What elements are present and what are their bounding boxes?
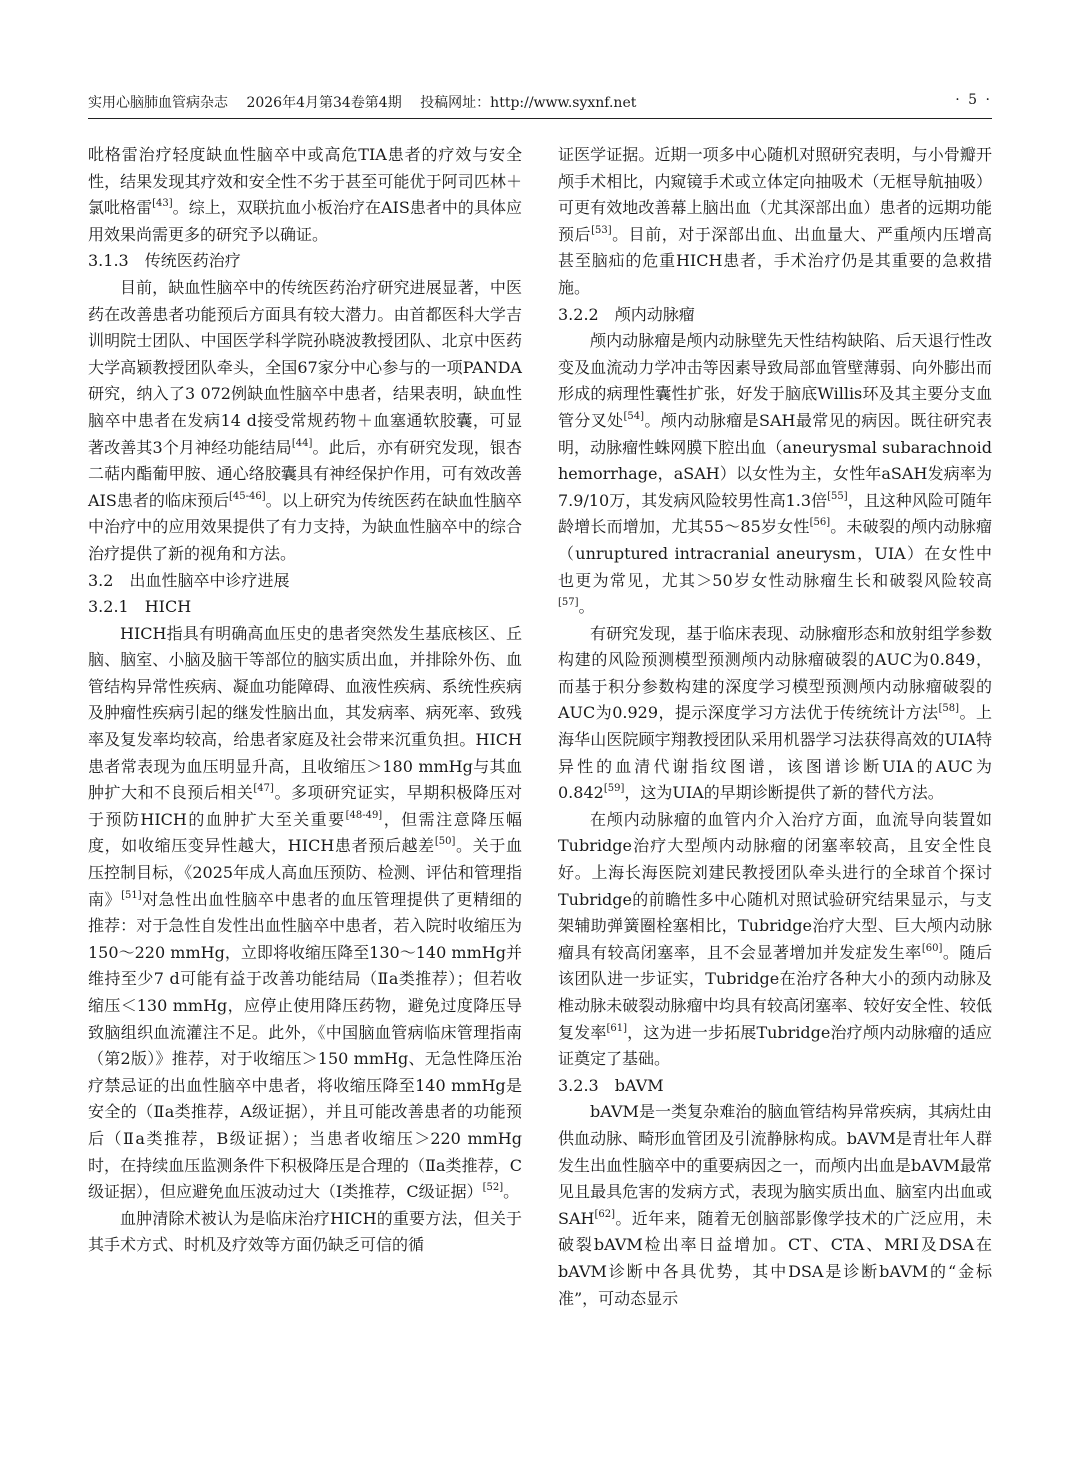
journal-name: 实用心脑肺血管病杂志 [88, 95, 228, 111]
paragraph [88, 621, 522, 1206]
page-number: · 5 · [955, 92, 992, 108]
paragraph [558, 621, 992, 807]
text-run: 。以上研究为传统医药在缺血性脑卒中治疗中的应用效果提供了有力支持，为缺血性脑卒中的综合治疗提供了新的视角和方法。 [88, 490, 522, 563]
text-run: 吡格雷治疗轻度缺血性脑卒中或高危TIA患者的疗效与安全性，结果发现其疗效和安全性不劣于甚至可能优于阿司匹林＋氯吡格雷 [88, 145, 522, 218]
text-run: 颅内动脉瘤是颅内动脉壁先天性结构缺陷、后天退行性改变及血流动力学冲击等因素导致局部血管壁薄弱、向外膨出而形成的病理性囊性扩张，好发于脑底Willis环及其主要分支血管分叉处 [558, 331, 992, 430]
text-run: 。 [503, 1182, 520, 1202]
text-run: 。多项研究证实，早期积极降压对于预防HICH的血肿扩大至关重要 [88, 783, 522, 829]
citation-ref: [54] [623, 410, 645, 422]
paragraph [558, 328, 992, 621]
citation-ref: [44] [291, 437, 313, 449]
citation-ref: [56] [809, 517, 831, 529]
paragraph [558, 1099, 992, 1312]
text-run: 在颅内动脉瘤的血管内介入治疗方面，血流导向装置如Tubridge治疗大型颅内动脉瘤的闭塞率较高，且安全性良好。上海长海医院刘建民教授团队牵头进行的全球首个探讨Tubridge的前瞻性多中心随机对照试验研究结果显示，与支架辅助弹簧圈栓塞相比，Tubridge治疗大型、巨大颅内动脉瘤具有较高闭塞率，且不会显著增加并发症发生率 [558, 809, 992, 962]
section-heading [88, 594, 522, 621]
paragraph [88, 1206, 522, 1259]
left-column [88, 142, 522, 1259]
text-run: 。关于血压控制目标，《2025年成人高血压预防、检测、评估和管理指南》 [88, 836, 522, 909]
text-run: 3.2.2 颅内动脉瘤 [558, 304, 695, 324]
citation-ref: [57] [558, 597, 579, 609]
text-run: 血肿清除术被认为是临床治疗HICH的重要方法，但关于其手术方式、时机及疗效等方面仍缺乏可信的循 [88, 1208, 522, 1255]
text-run: 。颅内动脉瘤是SAH最常见的病因。既往研究表明，动脉瘤性蛛网膜下腔出血（aneurysmal subarachnoid hemorrhage，aSAH）以女性为主，女性年aSAH发病率为7.9/10万，其发病风险较男性高1.3倍 [558, 410, 992, 510]
text-run: ，且这种风险可随年龄增长而增加，尤其55～85岁女性 [558, 490, 992, 537]
text-run: 3.1.3 传统医药治疗 [88, 251, 241, 271]
paragraph [88, 275, 522, 568]
text-run: 。此后，亦有研究发现，银杏二萜内酯葡甲胺、通心络胶囊具有神经保护作用，可有效改善AIS患者的临床预后 [88, 437, 522, 510]
citation-ref: [59] [603, 783, 625, 795]
citation-ref: [47] [253, 783, 274, 795]
citation-ref: [61] [606, 1022, 628, 1034]
citation-ref: [45-46] [229, 490, 266, 502]
citation-ref: [48-49] [345, 809, 383, 821]
section-heading [88, 248, 522, 275]
citation-ref: [43] [152, 198, 173, 210]
text-run: 对急性出血性脑卒中患者的血压管理提供了更精细的推荐：对于急性自发性出血性脑卒中患者，若入院时收缩压为150～220 mmHg，立即将收缩压降至130～140 mmHg并维持至少7 d可能有益于改善功能结局（Ⅱa类推荐）；但若收缩压＜130 mmHg，应停止使用降压药物，避免过度降压导致脑组织血流灌注不足。此外，《中国脑血管病临床管理指南（第2版）》推荐，对于收缩压＞150 mmHg、无急性降压治疗禁忌证的出血性脑卒中患者，将收缩压降至140 mmHg是安全的（Ⅱa类推荐，A级证据），并且可能改善患者的功能预后（Ⅱa类推荐，B级证据）；当患者收缩压＞220 mmHg时，在持续血压监测条件下积极降压是合理的（Ⅱa类推荐，C级证据），但应避免血压波动过大（Ⅰ类推荐，C级证据） [88, 889, 522, 1202]
text-run: 证医学证据。近期一项多中心随机对照研究表明，与小骨瓣开颅手术相比，内窥镜手术或立体定向抽吸术（无框导航抽吸）可更有效地改善幕上脑出血（尤其深部出血）患者的远期功能预后 [558, 145, 992, 244]
text-run: 3.2.3 bAVM [558, 1075, 664, 1095]
text-run: 。 [578, 597, 595, 617]
text-run: HICH指具有明确高血压史的患者突然发生基底核区、丘脑、脑室、小脑及脑干等部位的脑实质出血，并排除外伤、血管结构异常性疾病、凝血功能障碍、血液性疾病、系统性疾病及肿瘤性疾病引起的继发性脑出血，其发病率、病死率、致残率及复发率均较高，给患者家庭及社会带来沉重负担。HICH患者常表现为血压明显升高，且收缩压＞180 mmHg与其血肿扩大和不良预后相关 [88, 623, 522, 803]
text-run: 。目前，对于深部出血、出血量大、严重颅内压增高甚至脑疝的危重HICH患者，手术治疗仍是其重要的急救措施。 [558, 224, 992, 297]
text-run: ，这为进一步拓展Tubridge治疗颅内动脉瘤的适应证奠定了基础。 [558, 1022, 992, 1069]
text-run: ，但需注意降压幅度，如收缩压变异性越大，HICH患者预后越差 [88, 809, 522, 856]
right-column [558, 142, 992, 1312]
issue-info: 2026年4月第34卷第4期 [246, 95, 402, 111]
text-run: ，这为UIA的早期诊断提供了新的替代方法。 [624, 783, 944, 803]
text-run: 有研究发现，基于临床表现、动脉瘤形态和放射组学参数构建的风险预测模型预测颅内动脉瘤破裂的AUC为0.849，而基于积分参数构建的深度学习模型预测颅内动脉瘤破裂的AUC为0.929，提示深度学习方法优于传统统计方法 [558, 623, 992, 723]
citation-ref: [52] [482, 1182, 504, 1194]
citation-ref: [53] [591, 224, 612, 236]
citation-ref: [58] [938, 703, 960, 715]
citation-ref: [50] [434, 836, 456, 848]
paragraph [88, 142, 522, 248]
paragraph [558, 807, 992, 1073]
text-run: 。综上，双联抗血小板治疗在AIS患者中的具体应用效果尚需更多的研究予以确证。 [88, 198, 522, 244]
paragraph [558, 142, 992, 302]
citation-ref: [55] [827, 490, 848, 502]
header-left [88, 92, 650, 112]
section-heading [88, 568, 522, 595]
citation-ref: [60] [921, 942, 943, 954]
text-run: 3.2 出血性脑卒中诊疗进展 [88, 570, 290, 590]
text-run: 目前，缺血性脑卒中的传统医药治疗研究进展显著，中医药在改善患者功能预后方面具有较大潜力。由首都医科大学吉训明院士团队、中国医学科学院孙晓波教授团队、北京中医药大学高颖教授团队牵头，全国67家分中心参与的一项PANDA研究，纳入了3 072例缺血性脑卒中患者，结果表明，缺血性脑卒中患者在发病14 d接受常规药物＋血塞通软胶囊，可显著改善其3个月神经功能结局 [88, 277, 522, 457]
text-run: 。随后该团队进一步证实，Tubridge在治疗各种大小的颈内动脉及椎动脉未破裂动脉瘤中均具有较高闭塞率、较好安全性、较低复发率 [558, 942, 992, 1042]
text-run: 。近年来，随着无创脑部影像学技术的广泛应用，未破裂bAVM检出率日益增加。CT、CTA、MRI及DSA在bAVM诊断中各具优势，其中DSA是诊断bAVM的“金标准”，可动态显示 [558, 1208, 992, 1308]
section-heading [558, 302, 992, 329]
section-heading [558, 1073, 992, 1100]
citation-ref: [62] [594, 1208, 615, 1220]
text-run: 。未破裂的颅内动脉瘤（unruptured intracranial aneurysm，UIA）在女性中也更为常见，尤其＞50岁女性动脉瘤生长和破裂风险较高 [558, 517, 992, 590]
text-run: bAVM是一类复杂难治的脑血管结构异常疾病，其病灶由供血动脉、畸形血管团及引流静脉构成。bAVM是青壮年人群发生出血性脑卒中的重要病因之一，而颅内出血是bAVM最常见且最具危害的发病方式，表现为脑实质出血、脑室内出血或SAH [558, 1102, 992, 1228]
website: 投稿网址：http://www.syxnf.net [420, 95, 637, 111]
citation-ref: [51] [121, 889, 142, 901]
running-header [88, 86, 992, 119]
text-run: 。上海华山医院顾宇翔教授团队采用机器学习法获得高效的UIA特异性的血清代谢指纹图谱，该图谱诊断UIA的AUC为0.842 [558, 703, 992, 803]
text-run: 3.2.1 HICH [88, 597, 192, 617]
